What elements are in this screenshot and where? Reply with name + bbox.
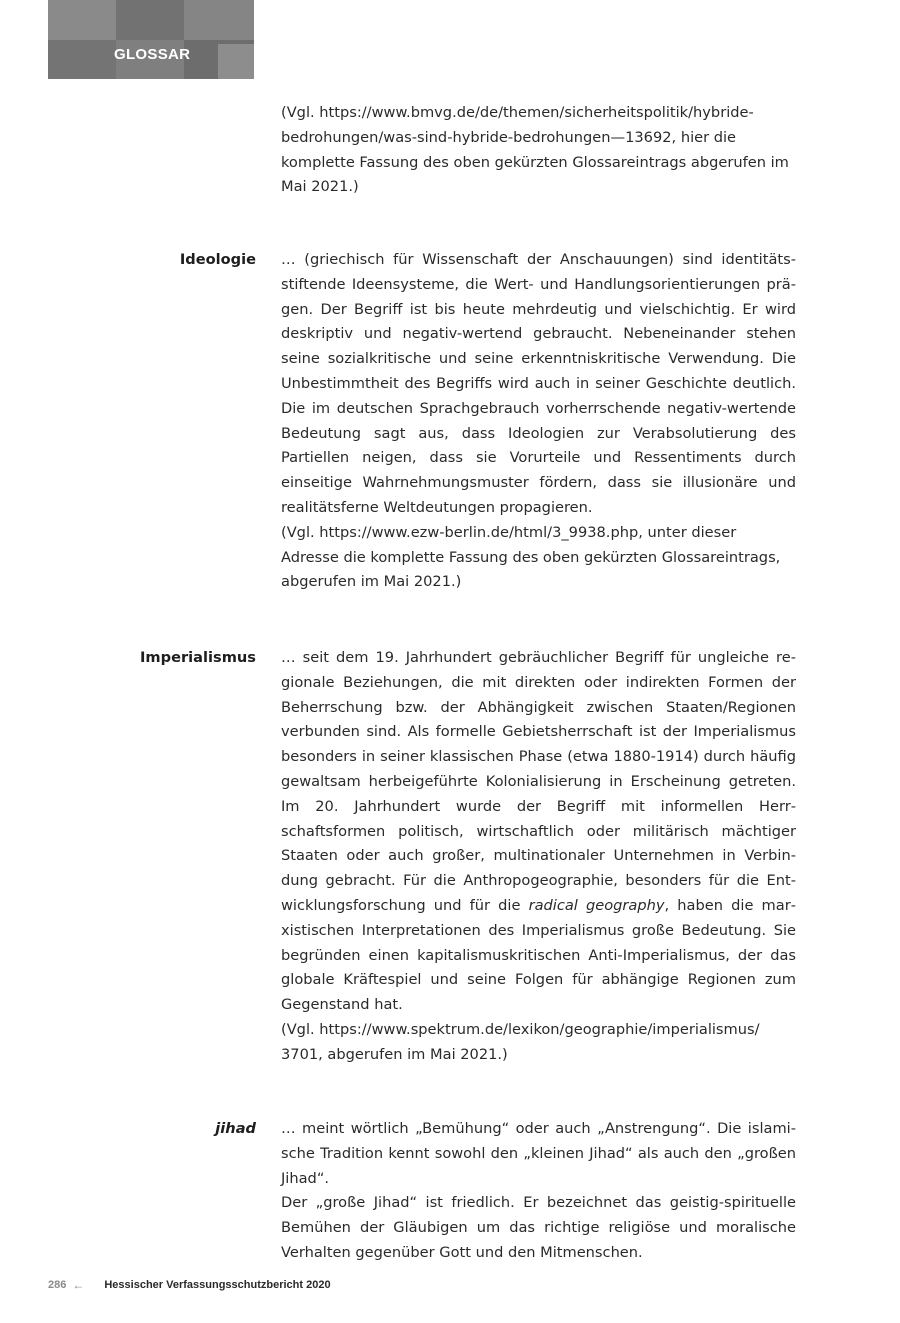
entry-paragraph: Der „große Jihad“ ist friedlich. Er bezeichnet das geistig-spirituelle Bemühen der Gläubigen um das richtige religiöse und moralische Verhalten gegenüber Gott und den Mitmenschen.: [281, 1194, 796, 1261]
entry-paragraph: [281, 646, 796, 1018]
section-header-tab: [48, 0, 254, 79]
entry-source-note: (Vgl. https://www.spektrum.de/lexikon/geographie/imperialismus/ 3701, abgerufen im Mai 2021.): [281, 1020, 760, 1063]
arrow-left-icon: ←: [72, 1278, 85, 1292]
entry-text: , haben die marxistischen Interpretationen des Imperialismus große Bedeutung. Sie begründen einen kapitalismuskritischen Anti-Imperialismus, der das globale Kräftespiel und seine Folgen für abhängige Regionen zum Gegenstand hat.: [281, 896, 796, 1014]
glossary-entry-jihad: [281, 1117, 796, 1266]
glossary-term-jihad: jihad: [215, 1120, 256, 1137]
page-footer: [48, 1278, 331, 1292]
glossary-entry-imperialismus: [281, 646, 796, 1068]
publication-title: Hessischer Verfassungsschutzbericht 2020: [104, 1279, 331, 1291]
entry-paragraph: … meint wörtlich „Bemühung“ oder auch „Anstrengung“. Die islamische Tradition kennt sowohl den „kleinen Jihad“ als auch den „großen Jihad“.: [281, 1120, 796, 1187]
entry-paragraph: … (griechisch für Wissenschaft der Anschauungen) sind identitätsstiftende Ideensysteme, die Wert- und Handlungsorientierungen prägen. Der Begriff ist bis heute mehrdeutig und vielschichtig. Er wird deskriptiv und negativ-wertend gebraucht. Nebeneinander stehen seine sozialkritische und seine erkenntniskritische Verwendung. Die Unbestimmtheit des Begriffs wird auch in seiner Geschichte deutlich. Die im deutschen Sprachgebrauch vorherrschende negativ-wertende Bedeutung sagt aus, dass Ideologien zur Verabsolutierung des Partiellen neigen, dass sie Vorurteile und Ressentiments durch einseitige Wahrnehmungsmuster fördern, dass sie illusionäre und realitätsferne Weltdeutungen propagieren.: [281, 251, 796, 516]
glossary-term-imperialismus: Imperialismus: [139, 649, 256, 666]
entry-text: … seit dem 19. Jahrhundert gebräuchlicher Begriff für ungleiche regionale Beziehungen, die mit direkten oder indirekten Formen der Beherrschung bzw. der Abhängigkeit zwischen Staaten/Regionen verbunden sind. Als formelle Gebietsherrschaft ist der Imperialismus besonders in seiner klassischen Phase (etwa 1880-1914) durch häufig gewaltsam herbeigeführte Kolonialisierung in Erscheinung getreten. Im 20. Jahrhundert wurde der Begriff mit informellen Herrschaftsformen politisch, wirtschaftlich oder militärisch mächtiger Staaten oder auch großer, multinationaler Unternehmen in Verbindung gebracht. Für die Anthropogeographie, besonders für die Entwicklungsforschung und für die: [281, 649, 796, 914]
glossary-term-ideologie: Ideologie: [179, 251, 256, 268]
header-pattern-tile: [116, 0, 184, 40]
entry-source-note: (Vgl. https://www.ezw-berlin.de/html/3_9938.php, unter dieser Adresse die komplette Fassung des oben gekürzten Glossareintrags, abgerufen im Mai 2021.): [281, 523, 781, 591]
header-pattern-tile: [218, 44, 254, 79]
header-pattern-tile: [184, 0, 254, 40]
glossary-entry-ideologie: [281, 248, 796, 595]
entry-italic-term: radical geography: [528, 896, 665, 914]
header-pattern-tile: [48, 0, 116, 40]
header-pattern-tile: [48, 40, 116, 79]
glossary-entry-continuation: [281, 101, 796, 200]
page-number: 286: [48, 1279, 67, 1291]
entry-paragraph: (Vgl. https://www.bmvg.de/de/themen/sicherheitspolitik/hybride-bedrohungen/was-sind-hybride-bedrohungen—13692, hier die komplette Fassung des oben gekürzten Glossareintrags abgerufen im Mai 2021.): [281, 104, 789, 196]
section-title: GLOSSAR: [114, 46, 191, 63]
